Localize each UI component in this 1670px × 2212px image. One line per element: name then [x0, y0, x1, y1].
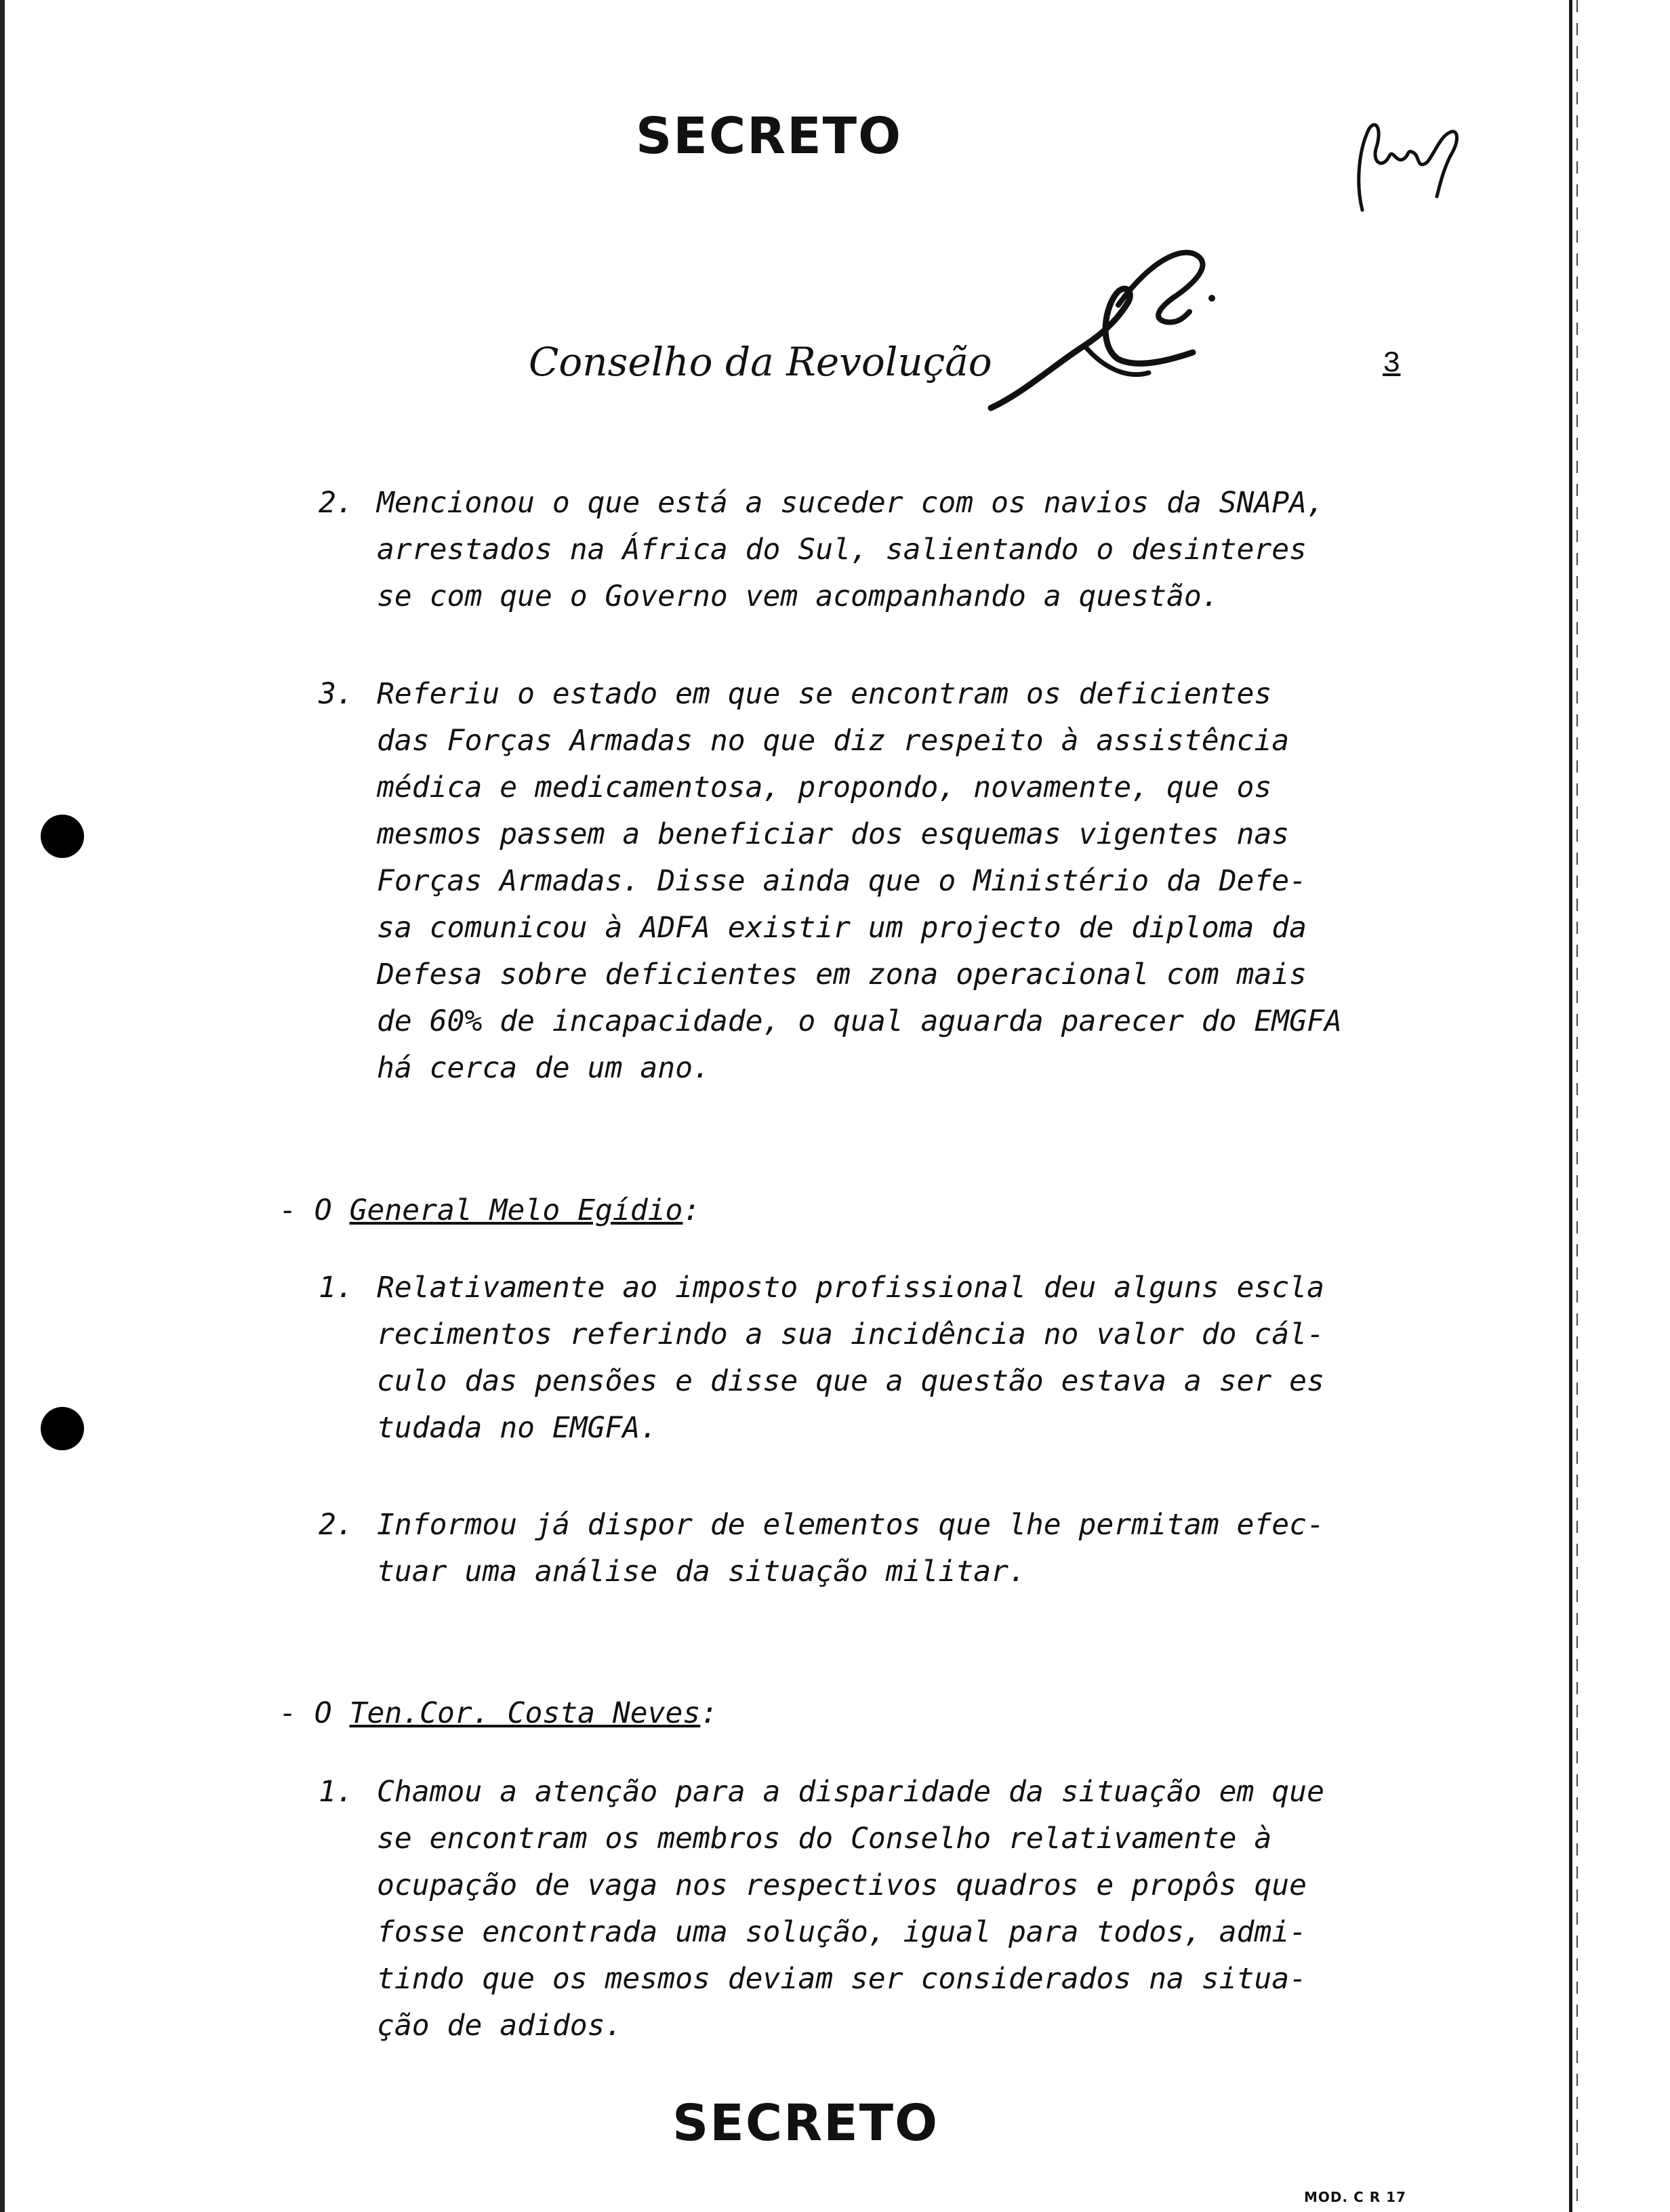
page-edge-right — [1569, 0, 1572, 2212]
text-line: Informou já dispor de elementos que lhe permitam efec- — [377, 1508, 1324, 1542]
text-line: há cerca de um ano. — [377, 1051, 710, 1085]
text-line: tindo que os mesmos deviam ser considerados na situa- — [377, 1962, 1307, 1996]
text-line: das Forças Armadas no que diz respeito à assistência — [377, 724, 1290, 758]
speaker-suffix: : — [683, 1193, 701, 1227]
speaker-suffix: : — [700, 1696, 718, 1730]
text-line: recimentos referindo a sua incidência no valor do cál- — [377, 1317, 1324, 1351]
item-text — [377, 1502, 1434, 1595]
page-edge-right-dashed — [1576, 0, 1578, 2212]
form-code: MOD. C R 17 — [1304, 2189, 1406, 2205]
text-line: arrestados na África do Sul, salientando o desinteres — [377, 533, 1307, 567]
item-number: 2. — [319, 486, 354, 520]
text-line: Defesa sobre deficientes em zona operacional com mais — [377, 958, 1307, 991]
text-line: tuar uma análise da situação militar. — [377, 1555, 1026, 1589]
handwritten-signature — [983, 244, 1227, 420]
text-line: médica e medicamentosa, propondo, novamente, que os — [377, 771, 1272, 804]
text-line: Forças Armadas. Disse ainda que o Ministério da Defe- — [377, 864, 1307, 898]
text-line: mesmos passem a beneficiar dos esquemas vigentes nas — [377, 817, 1290, 851]
speaker-prefix: - O — [279, 1696, 332, 1730]
speaker-heading — [279, 1187, 700, 1234]
item-number: 2. — [319, 1508, 354, 1542]
item-number: 3. — [319, 677, 354, 711]
punch-hole-lower — [41, 1407, 84, 1450]
text-line: Mencionou o que está a suceder com os navios da SNAPA, — [377, 486, 1324, 520]
classification-stamp-top: SECRETO — [636, 107, 903, 165]
text-line: culo das pensões e disse que a questão estava a ser es — [377, 1364, 1324, 1398]
initials-signature — [1349, 108, 1471, 224]
speaker-heading — [279, 1690, 718, 1737]
text-line: sa comunicou à ADFA existir um projecto de diploma da — [377, 911, 1307, 945]
speaker-prefix: - O — [279, 1193, 332, 1227]
letterhead-title: Conselho da Revolução — [529, 339, 992, 385]
text-line: se encontram os membros do Conselho relativamente à — [377, 1822, 1272, 1856]
item-text — [377, 1769, 1434, 2049]
text-line: ção de adidos. — [377, 2009, 623, 2043]
text-line: fosse encontrada uma solução, igual para todos, admi- — [377, 1915, 1307, 1949]
item-text — [377, 480, 1434, 620]
classification-stamp-bottom: SECRETO — [672, 2094, 939, 2152]
text-line: Relativamente ao imposto profissional deu alguns escla — [377, 1271, 1324, 1305]
item-text — [377, 1265, 1434, 1452]
text-line: de 60% de incapacidade, o qual aguarda parecer do EMGFA — [377, 1004, 1342, 1038]
speaker-name: General Melo Egídio — [349, 1193, 683, 1227]
item-text — [377, 671, 1434, 1092]
page-number: 3 — [1383, 347, 1401, 381]
text-line: Referiu o estado em que se encontram os deficientes — [377, 677, 1272, 711]
item-number: 1. — [319, 1271, 354, 1305]
text-line: ocupação de vaga nos respectivos quadros e propôs que — [377, 1868, 1307, 1902]
punch-hole-upper — [41, 815, 84, 858]
text-line: tudada no EMGFA. — [377, 1411, 658, 1445]
item-number: 1. — [319, 1775, 354, 1809]
page-edge-left — [0, 0, 5, 2212]
text-line: se com que o Governo vem acompanhando a questão. — [377, 579, 1219, 613]
text-line: Chamou a atenção para a disparidade da situação em que — [377, 1775, 1324, 1809]
speaker-name: Ten.Cor. Costa Neves — [349, 1696, 701, 1730]
